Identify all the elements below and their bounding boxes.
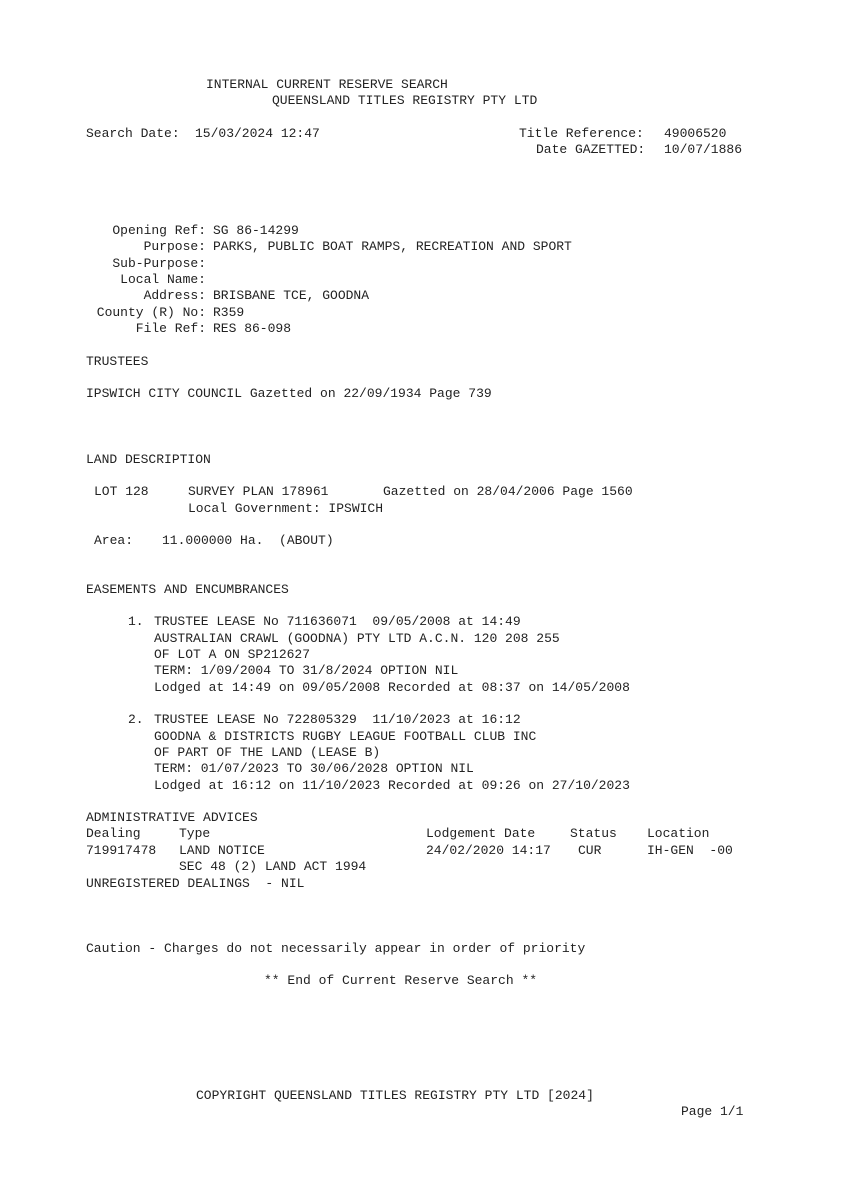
opening-ref-value: SG 86-14299 <box>213 223 299 238</box>
easement-line: TRUSTEE LEASE No 722805329 11/10/2023 at 16:12 <box>154 712 521 727</box>
address-value: BRISBANE TCE, GOODNA <box>213 288 370 303</box>
easement-number: 2. <box>128 712 144 727</box>
registry-name: QUEENSLAND TITLES REGISTRY PTY LTD <box>272 93 538 108</box>
dealing-location: IH-GEN -00 <box>647 843 733 858</box>
easement-number: 1. <box>128 614 144 629</box>
land-gazetted: Gazetted on 28/04/2006 Page 1560 <box>383 484 633 499</box>
document-title: INTERNAL CURRENT RESERVE SEARCH <box>206 77 448 92</box>
easement-line: TRUSTEE LEASE No 711636071 09/05/2008 at 14:49 <box>154 614 521 629</box>
address-label: Address: <box>143 288 206 303</box>
dealing-type: LAND NOTICE <box>179 843 265 858</box>
date-gazetted-value: 10/07/1886 <box>664 142 743 157</box>
unregistered-dealings: UNREGISTERED DEALINGS - NIL <box>86 876 305 891</box>
column-header-dealing: Dealing <box>86 826 141 841</box>
column-header-type: Type <box>179 826 211 841</box>
purpose-label: Purpose: <box>143 239 206 254</box>
column-header-lodgement-date: Lodgement Date <box>426 826 536 841</box>
lot-number: LOT 128 <box>94 484 149 499</box>
file-ref-value: RES 86-098 <box>213 321 292 336</box>
local-name-label: Local Name: <box>120 272 206 287</box>
county-value: R359 <box>213 305 245 320</box>
easement-line: TERM: 1/09/2004 TO 31/8/2024 OPTION NIL <box>154 663 459 678</box>
area-value: 11.000000 Ha. (ABOUT) <box>162 533 334 548</box>
trustees-heading: TRUSTEES <box>86 354 149 369</box>
copyright-notice: COPYRIGHT QUEENSLAND TITLES REGISTRY PTY LTD [2024] <box>196 1088 594 1103</box>
search-date-label: Search Date: <box>86 126 180 141</box>
easement-line: AUSTRALIAN CRAWL (GOODNA) PTY LTD A.C.N. 120 208 255 <box>154 631 560 646</box>
caution-note: Caution - Charges do not necessarily appear in order of priority <box>86 941 586 956</box>
date-gazetted-label: Date GAZETTED: <box>536 142 646 157</box>
opening-ref-label: Opening Ref: <box>112 223 206 238</box>
lodgement-date: 24/02/2020 14:17 <box>426 843 551 858</box>
land-description-heading: LAND DESCRIPTION <box>86 452 211 467</box>
trustees-line: IPSWICH CITY COUNCIL Gazetted on 22/09/1934 Page 739 <box>86 386 492 401</box>
local-government: Local Government: IPSWICH <box>188 501 384 516</box>
county-label: County (R) No: <box>96 305 206 320</box>
column-header-status: Status <box>570 826 617 841</box>
easements-heading: EASEMENTS AND ENCUMBRANCES <box>86 582 289 597</box>
dealing-note: SEC 48 (2) LAND ACT 1994 <box>179 859 367 874</box>
easement-line: OF LOT A ON SP212627 <box>154 647 311 662</box>
column-header-location: Location <box>647 826 710 841</box>
search-date-value: 15/03/2024 12:47 <box>195 126 320 141</box>
easement-line: TERM: 01/07/2023 TO 30/06/2028 OPTION NIL <box>154 761 474 776</box>
page-number: Page 1/1 <box>681 1104 744 1119</box>
easement-line: Lodged at 16:12 on 11/10/2023 Recorded at 09:26 on 27/10/2023 <box>154 778 630 793</box>
admin-advices-heading: ADMINISTRATIVE ADVICES <box>86 810 258 825</box>
file-ref-label: File Ref: <box>135 321 206 336</box>
title-reference-label: Title Reference: <box>519 126 644 141</box>
area-label: Area: <box>94 533 134 548</box>
easement-line: OF PART OF THE LAND (LEASE B) <box>154 745 381 760</box>
purpose-value: PARKS, PUBLIC BOAT RAMPS, RECREATION AND SPORT <box>213 239 572 254</box>
title-reference-value: 49006520 <box>664 126 727 141</box>
dealing-number: 719917478 <box>86 843 157 858</box>
end-of-search: ** End of Current Reserve Search ** <box>264 973 538 988</box>
sub-purpose-label: Sub-Purpose: <box>112 256 206 271</box>
easement-line: Lodged at 14:49 on 09/05/2008 Recorded at 08:37 on 14/05/2008 <box>154 680 630 695</box>
survey-plan: SURVEY PLAN 178961 <box>188 484 329 499</box>
dealing-status: CUR <box>578 843 602 858</box>
easement-line: GOODNA & DISTRICTS RUGBY LEAGUE FOOTBALL CLUB INC <box>154 729 537 744</box>
